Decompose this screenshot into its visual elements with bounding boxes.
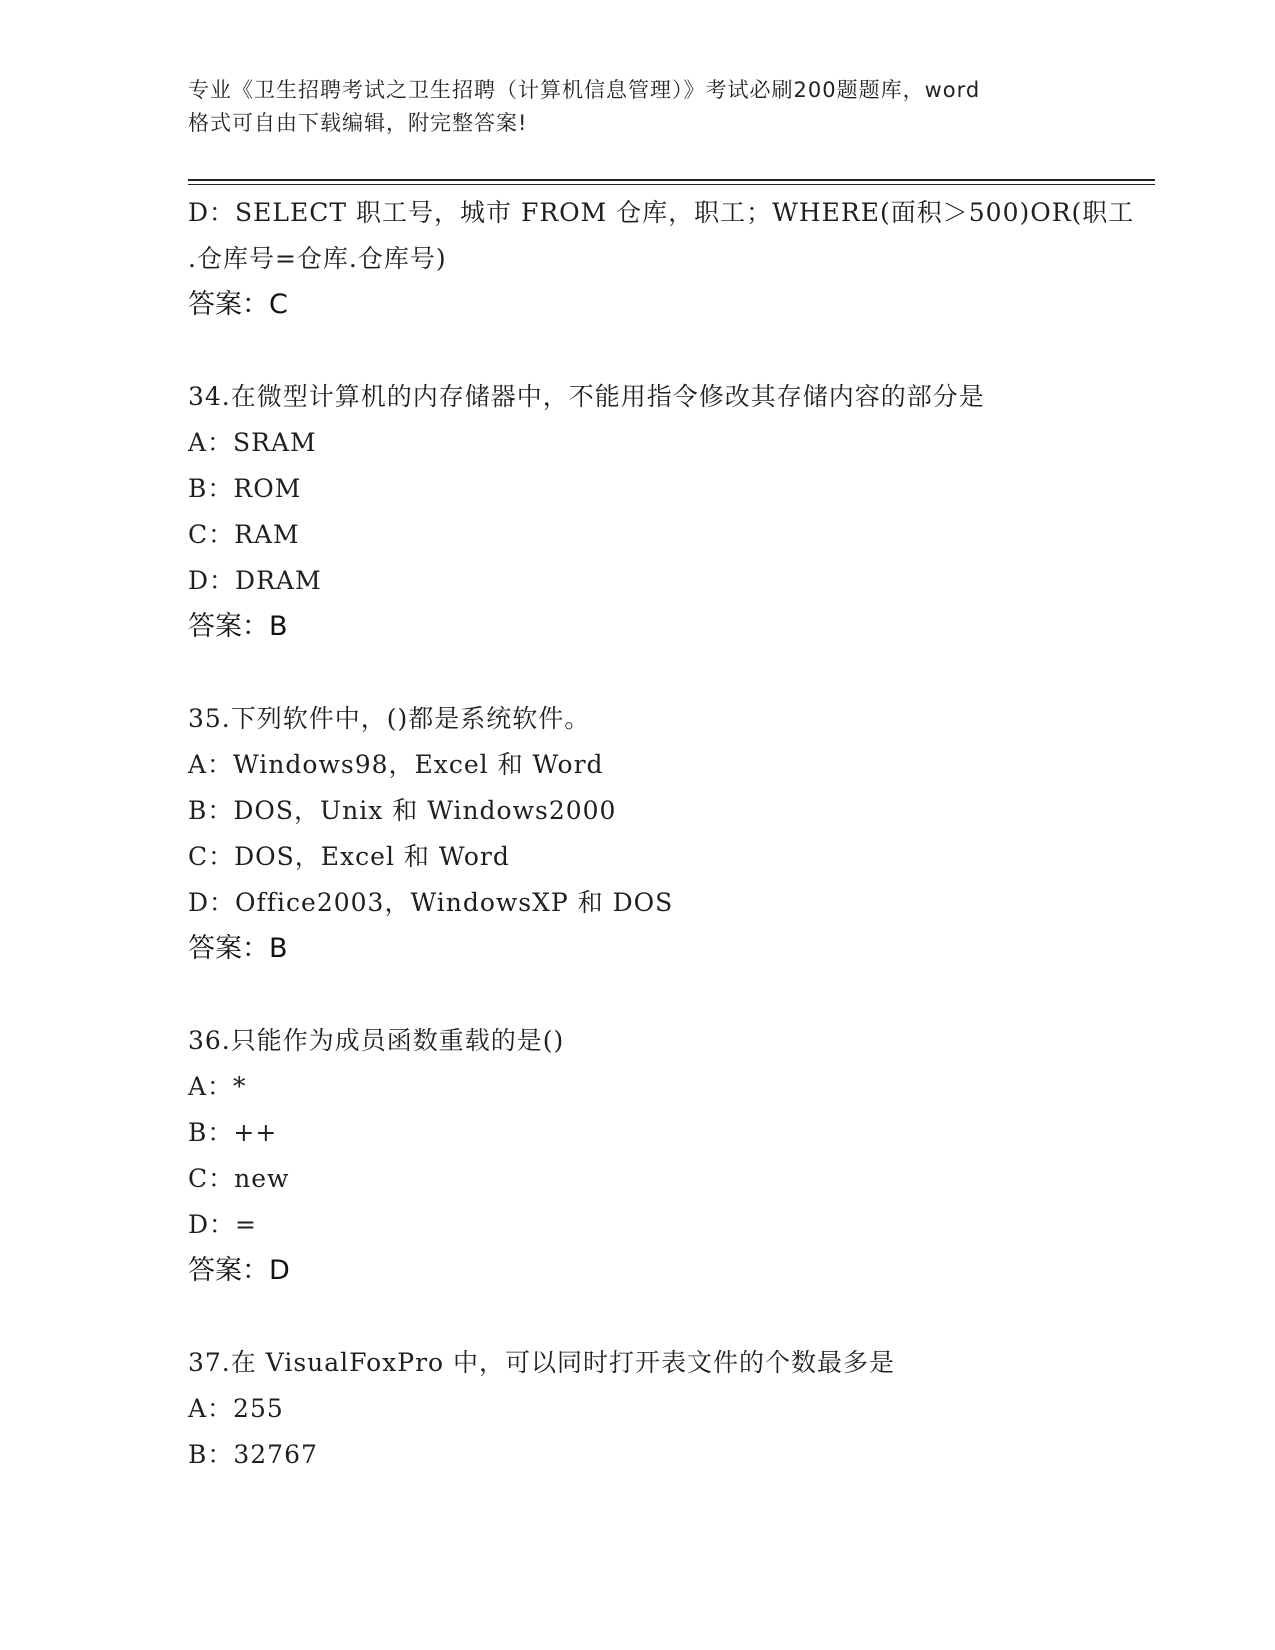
document-body [188,190,1135,1478]
answer: 答案：B [188,933,288,964]
option-a: A：Windows98，Excel 和 Word [188,750,604,779]
option-b: B：++ [188,1118,278,1147]
option-a: A：255 [188,1394,284,1423]
header-title-line-2: 格式可自由下载编辑，附完整答案! [188,111,528,135]
question-34 [188,374,1088,650]
option-c: C：DOS，Excel 和 Word [188,842,510,871]
answer: 答案：B [188,611,288,642]
option-a: A：SRAM [188,428,317,457]
header-title-line-1: 专业《卫生招聘考试之卫生招聘（计算机信息管理）》考试必刷200题题库，word [188,78,981,102]
option-d: D：Office2003，WindowsXP 和 DOS [188,888,674,917]
question-37 [188,1340,1088,1478]
document-header [188,74,1088,140]
question-36 [188,1018,1088,1294]
question-35 [188,696,1088,972]
question-33-continued [188,190,1135,328]
option-a: A：* [188,1072,247,1101]
question-stem: 34.在微型计算机的内存储器中，不能用指令修改其存储内容的部分是 [188,382,985,411]
option-b: B：32767 [188,1440,318,1469]
question-stem: 37.在 VisualFoxPro 中，可以同时打开表文件的个数最多是 [188,1348,896,1377]
answer: 答案：C [188,289,288,320]
option-b: B：ROM [188,474,302,503]
option-c: C：RAM [188,520,300,549]
question-stem: 35.下列软件中，()都是系统软件。 [188,704,591,733]
option-d-continued: .仓库号=仓库.仓库号) [188,244,447,273]
option-d: D：SELECT 职工号，城市 FROM 仓库，职工；WHERE(面积＞500)OR(职工 [188,198,1135,227]
option-c: C：new [188,1164,290,1193]
question-stem: 36.只能作为成员函数重载的是() [188,1026,565,1055]
option-d: D：DRAM [188,566,322,595]
header-divider [188,179,1155,185]
option-b: B：DOS，Unix 和 Windows2000 [188,796,617,825]
answer: 答案：D [188,1255,290,1286]
option-d: D：= [188,1210,257,1239]
